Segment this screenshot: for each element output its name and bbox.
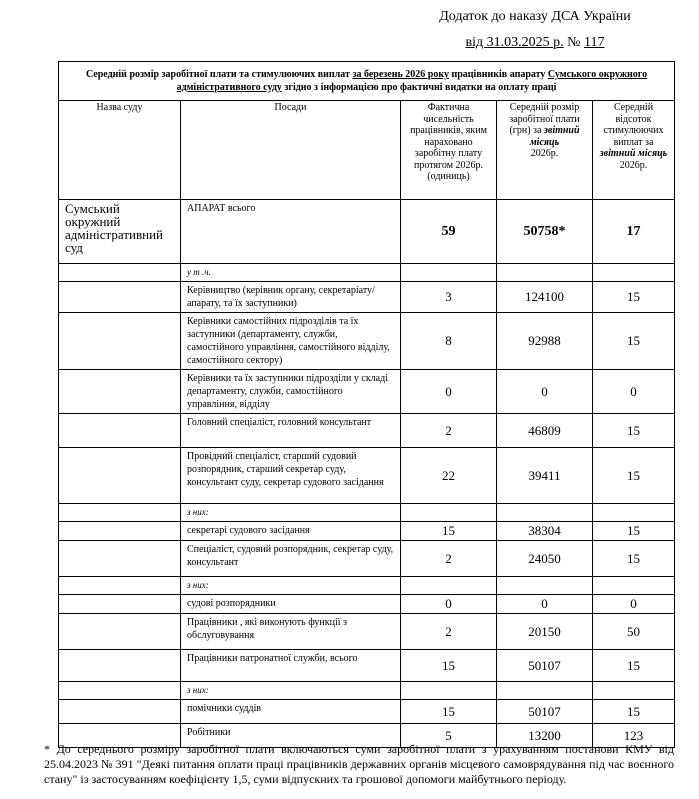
col-header-count: Фактична чисельність працівників, яким нараховано заробітну плату протягом 2026р.(одиниць) [401,101,497,200]
salary-cell: 46809 [497,414,593,448]
count-cell: 2 [401,414,497,448]
salary-table [58,61,675,748]
count-cell: 2 [401,614,497,650]
empty-court-cell [59,522,181,541]
position-cell: з них: [181,577,401,595]
position-cell: судові розпорядники [181,595,401,614]
position-cell: з них: [181,682,401,700]
empty-court-cell [59,595,181,614]
table-title: Середній розмір заробітної плати та стимулюючих виплат за березень 2026 року працівників апарату Сумського окружного адміністративного суду згідно з інформацією про фактичні видатки на оплату праці [59,62,675,101]
appendix-title: Додаток до наказу ДСА України [439,9,631,24]
salary-cell: 24050 [497,541,593,577]
position-cell: АПАРАТ всього [181,200,401,264]
bonus-cell: 0 [593,370,675,414]
count-cell: 3 [401,282,497,313]
count-cell: 59 [401,200,497,264]
table-row [59,370,675,414]
count-cell: 5 [401,724,497,748]
salary-cell: 0 [497,595,593,614]
position-cell: Провідний спеціаліст, старший судовий розпорядник, старший секретар суду, консультант суду, секретар судового засідання [181,448,401,504]
position-cell: Працівники , які виконують функції з обслуговування [181,614,401,650]
salary-cell: 0 [497,370,593,414]
table-row [59,614,675,650]
count-cell: 0 [401,595,497,614]
report-period: за березень 2026 року [352,69,449,80]
count-cell [401,264,497,282]
position-cell: Робітники [181,724,401,748]
salary-cell: 38304 [497,522,593,541]
table-row [59,313,675,370]
bonus-cell: 15 [593,700,675,724]
order-date: від 31.03.2025 р. [465,35,564,50]
empty-court-cell [59,370,181,414]
position-cell: помічники суддів [181,700,401,724]
salary-cell: 124100 [497,282,593,313]
salary-cell: 50107 [497,700,593,724]
count-cell: 22 [401,448,497,504]
count-cell [401,577,497,595]
position-cell: Головний спеціаліст, головний консультант [181,414,401,448]
salary-cell [497,577,593,595]
count-cell: 15 [401,700,497,724]
count-cell [401,682,497,700]
table-row [59,414,675,448]
table-row [59,541,675,577]
bonus-cell: 15 [593,313,675,370]
count-cell: 15 [401,650,497,682]
position-cell: Керівництво (керівник органу, секретаріату/апарату, та їх заступники) [181,282,401,313]
table-row [59,682,675,700]
position-cell: з них: [181,504,401,522]
empty-court-cell [59,282,181,313]
empty-court-cell [59,264,181,282]
col-header-avg-salary: Середній розмір заробітної плати (грн) за звітний місяць 2026р. [497,101,593,200]
empty-court-cell [59,577,181,595]
salary-cell: 13200 [497,724,593,748]
document-header [420,4,650,56]
bonus-cell: 15 [593,650,675,682]
position-cell: Керівники самостійних підрозділів та їх заступники (департаменту, служби, самостійного управління, самостійного відділу, самостійного сектору) [181,313,401,370]
empty-court-cell [59,541,181,577]
bonus-cell: 15 [593,541,675,577]
bonus-cell [593,264,675,282]
position-cell: Спеціаліст, судовий розпорядник, секретар суду, консультант [181,541,401,577]
order-number: 117 [584,35,605,50]
table-row [59,448,675,504]
bonus-cell: 0 [593,595,675,614]
table-title-row [59,62,675,101]
bonus-cell: 50 [593,614,675,650]
bonus-cell: 15 [593,282,675,313]
salary-cell: 20150 [497,614,593,650]
column-header-row [59,101,675,200]
salary-cell [497,682,593,700]
bonus-cell: 15 [593,448,675,504]
salary-cell [497,264,593,282]
order-no-sign: № [563,35,584,50]
salary-cell: 39411 [497,448,593,504]
count-cell: 0 [401,370,497,414]
court-name-cell: Сумський окружний адміністративний суд [59,200,181,264]
empty-court-cell [59,448,181,504]
bonus-cell [593,577,675,595]
court-name-title: Сумського окружного адміністративного суду [176,69,648,93]
salary-cell: 92988 [497,313,593,370]
bonus-cell: 15 [593,522,675,541]
table-row [59,595,675,614]
count-cell [401,504,497,522]
salary-cell: 50107 [497,650,593,682]
table-body [59,200,675,748]
bonus-cell: 17 [593,200,675,264]
count-cell: 2 [401,541,497,577]
col-header-court: Назва суду [59,101,181,200]
table-row [59,700,675,724]
bonus-cell: 123 [593,724,675,748]
empty-court-cell [59,614,181,650]
count-cell: 15 [401,522,497,541]
empty-court-cell [59,504,181,522]
empty-court-cell [59,313,181,370]
bonus-cell: 15 [593,414,675,448]
empty-court-cell [59,700,181,724]
table-row [59,522,675,541]
empty-court-cell [59,650,181,682]
footnote: * До середнього розміру заробітної плати включаються суми заробітної плати з урахуванням постанови КМУ від 25.04.2023 № 391 "Деякі питання оплати праці працівників державних органів місцевого самоврядування під час воєнного стану" із застосуванням коефіцієнту 1,5, суми відпускних та грошової допомоги майбутнього періоду. [44,742,674,786]
col-header-positions: Посади [181,101,401,200]
position-cell: Працівники патронатної служби, всього [181,650,401,682]
order-reference [420,30,650,56]
salary-cell [497,504,593,522]
table-row [59,282,675,313]
position-cell: у т .ч. [181,264,401,282]
table-row [59,650,675,682]
empty-court-cell [59,414,181,448]
col-header-avg-bonus: Середній відсоток стимулюючих виплат за звітний місяць 2026р. [593,101,675,200]
position-cell: Керівники та їх заступники підрозділи у складі департаменту, служби, самостійного управління, відділу [181,370,401,414]
salary-cell: 50758* [497,200,593,264]
empty-court-cell [59,682,181,700]
count-cell: 8 [401,313,497,370]
table-row [59,200,675,264]
table-row [59,504,675,522]
position-cell: секретарі судового засідання [181,522,401,541]
bonus-cell [593,504,675,522]
table-row [59,264,675,282]
bonus-cell [593,682,675,700]
table-row [59,577,675,595]
